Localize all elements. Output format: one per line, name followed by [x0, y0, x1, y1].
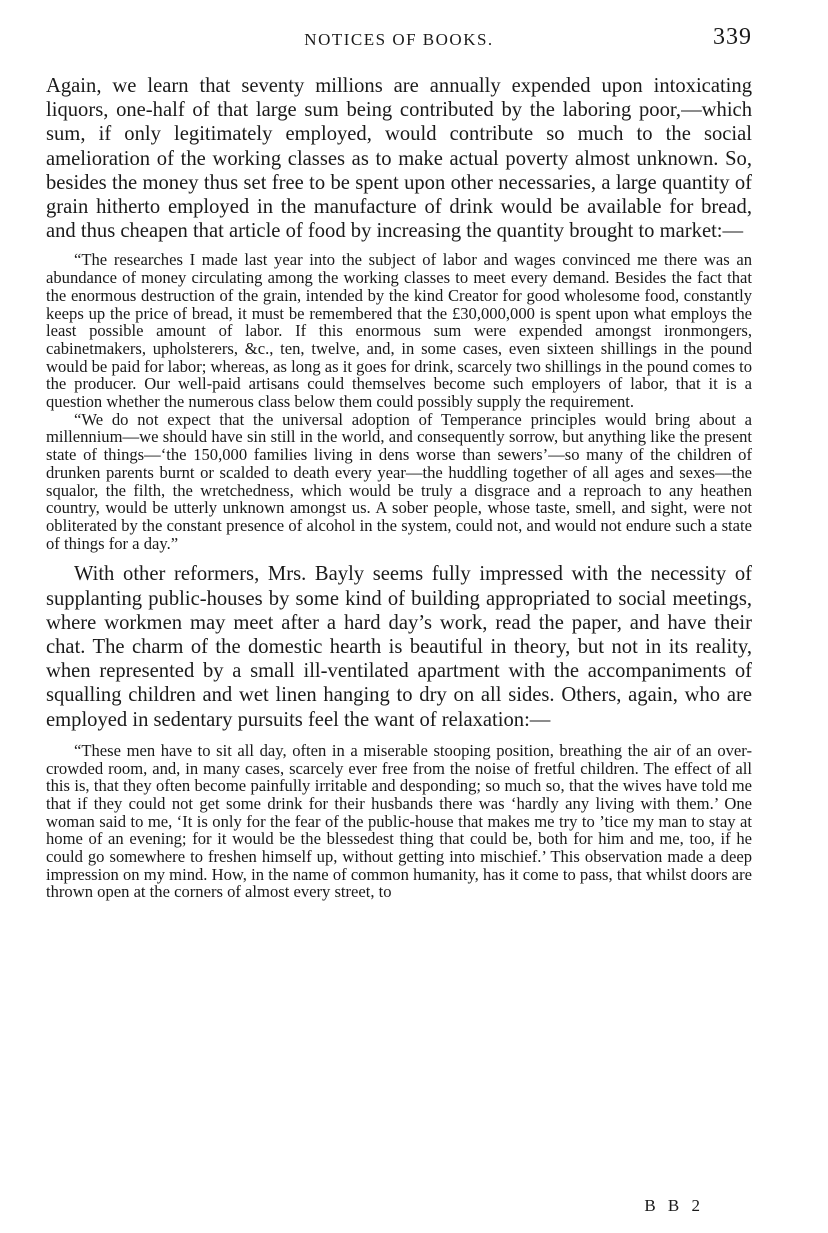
signature-mark: B B 2: [644, 1196, 704, 1215]
page-number: 339: [713, 24, 752, 50]
quote-paragraph-3: “These men have to sit all day, often in a miserable stooping position, breathing the air of an over-crowded room, and, in many cases, scarcely ever free from the noise of fretful children. The effect of all this is, that they often become painfully irritable and desponding; so much so, that the wives have told me that if they could not get some drink for their husbands there was ‘hardly any living with them.’ One woman said to me, ‘It is only for the fear of the public-house that makes me try to ’tice my man to stay at home of an evening; for it would be the blessedest thing that could be, both for him and me, too, if he could go somewhere to freshen himself up, without getting into mischief.’ This observation made a deep impression on my mind. How, in the name of common humanity, has it come to pass, that whilst doors are thrown open at the corners of almost every street, to: [46, 740, 752, 902]
running-head: [46, 0, 752, 58]
body-paragraph-1: Again, we learn that seventy millions are annually expended upon intoxicating liquors, one-half of that large sum being contributed by the laboring poor,—which sum, if only legitimately employed, would contribute so much to the social amelioration of the working classes as to make actual poverty almost unknown. So, besides the money thus set free to be spent upon other necessaries, a large quantity of grain hitherto employed in the manufacture of drink would be available for bread, and thus cheapen that article of food by increasing the quantity brought to market:—: [46, 75, 752, 243]
book-page: [46, 0, 752, 1233]
running-title: NOTICES OF BOOKS.: [304, 30, 494, 49]
quote-paragraph-2: “We do not expect that the universal adoption of Temperance principles would bring about a millennium—we should have sin still in the world, and consequently sorrow, but anything like the present state of things—‘the 150,000 families living in dens worse than sewers’—so many of the children of drunken parents burnt or scalded to death every year—the huddling together of all ages and sexes—the squalor, the filth, the wretchedness, which would be truly a disgrace and a reproach to any heathen country, would be utterly unknown amongst us. A sober people, whose taste, smell, and sight, were not obliterated by the constant presence of alcohol in the system, could not, and would not endure such a state of things for a day.”: [46, 409, 752, 553]
body-paragraph-2: With other reformers, Mrs. Bayly seems fully impressed with the necessity of supplanting public-houses by some kind of building appropriated to social meetings, where workmen may meet after a hard day’s work, read the paper, and have their chat. The charm of the domestic hearth is beautiful in theory, but not in its reality, when represented by a small ill-ventilated apartment with the accompaniments of squalling children and wet linen hanging to dry on all sides. Others, again, who are employed in sedentary pursuits feel the want of relaxation:—: [46, 563, 752, 731]
quote-paragraph-1: “The researches I made last year into the subject of labor and wages convinced me there was an abundance of money circulating among the working classes to meet every demand. Besides the fact that the enormous destruction of the grain, intended by the kind Creator for good wholesome food, constantly keeps up the price of bread, it must be remembered that the £30,000,000 is spent upon what employs the least possible amount of labor. If this enormous sum were expended amongst ironmongers, cabinetmakers, upholsterers, &c., ten, twelve, and, in some cases, even sixteen shillings in the pound would be paid for labor; whereas, as long as it goes for drink, scarcely two shillings in the pound comes to the producer. Our well-paid artisans could themselves become such employers of labor, that it is a question whether the numerous class below them could possibly supply the requirement.: [46, 250, 753, 412]
